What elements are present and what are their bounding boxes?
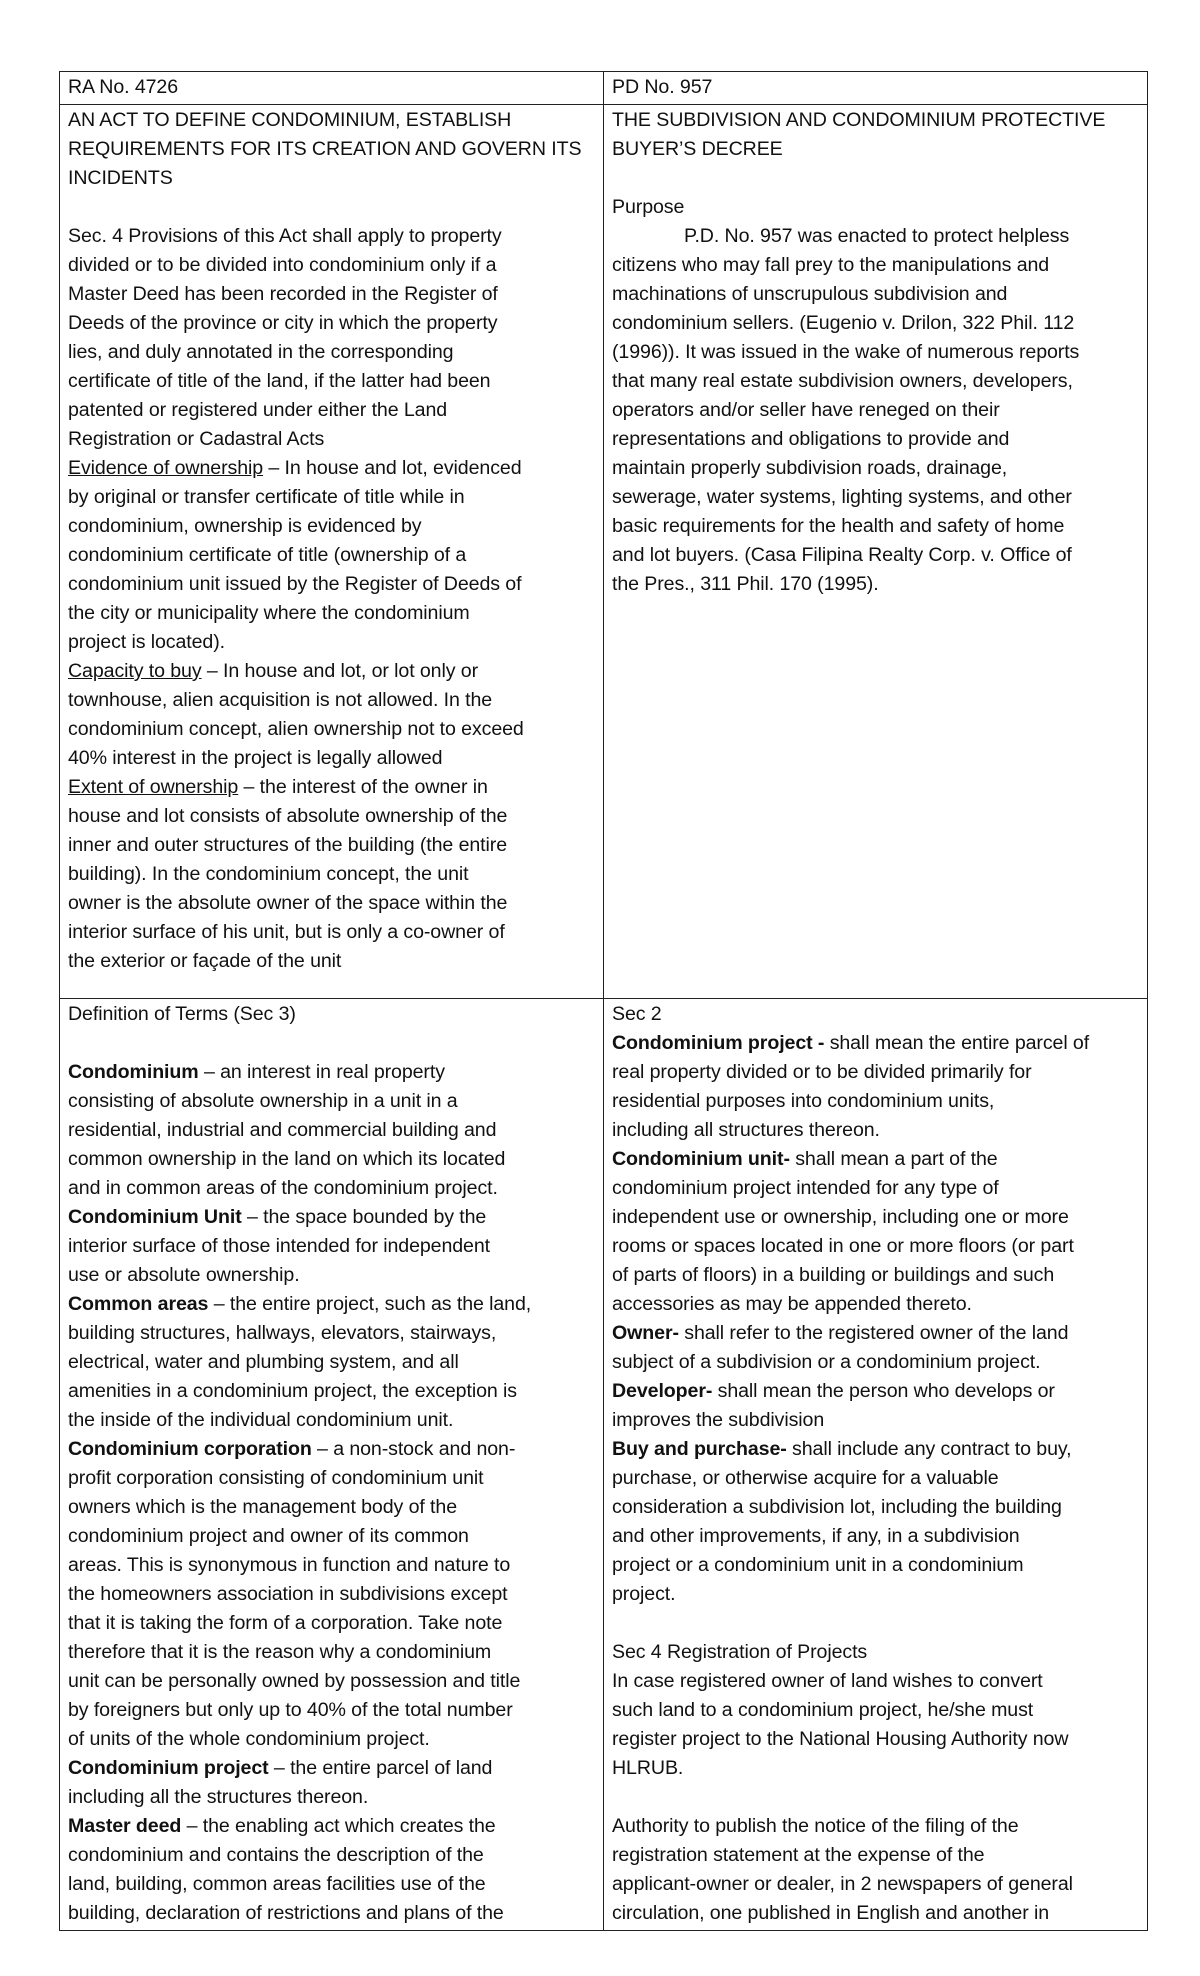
purpose-label: Purpose [612, 196, 685, 218]
definition-line: of parts of floors) in a building or buildings and such [612, 1264, 1055, 1286]
ra-definitions-cell [60, 999, 604, 1931]
purpose-line: condominium sellers. (Eugenio v. Drilon, 322 Phil. 112 [612, 312, 1075, 334]
definition-line [612, 1319, 1139, 1348]
purpose-line: representations and obligations to provide and [612, 428, 1010, 450]
registration-line: HLRUB. [612, 1757, 684, 1779]
definition-line: the homeowners association in subdivisions except [68, 1583, 508, 1605]
definition-text: – an interest in real property [198, 1061, 445, 1083]
evidence-line: the city or municipality where the condominium [68, 602, 470, 624]
definition-line [68, 1435, 595, 1464]
definition-line: unit can be personally owned by possession and title [68, 1670, 521, 1692]
definition-line: owners which is the management body of the [68, 1496, 457, 1518]
sec4-line: certificate of title of the land, if the latter had been [68, 370, 491, 392]
definition-line: building, declaration of restrictions and plans of the [68, 1902, 504, 1924]
definition-text: shall mean the entire parcel of [824, 1032, 1090, 1054]
comparison-table [59, 71, 1148, 1931]
evidence-line: by original or transfer certificate of title while in [68, 486, 465, 508]
evidence-line: condominium certificate of title (ownership of a [68, 544, 467, 566]
definition-line: use or absolute ownership. [68, 1264, 300, 1286]
extent-line: owner is the absolute owner of the space within the [68, 892, 508, 914]
purpose-first-text: P.D. No. 957 was enacted to protect helpless [684, 225, 1070, 247]
purpose-line: and lot buyers. (Casa Filipina Realty Corp. v. Office of [612, 544, 1072, 566]
definition-line: and in common areas of the condominium project. [68, 1177, 498, 1199]
definition-text: – the entire parcel of land [268, 1757, 493, 1779]
capacity-to-buy-term: Capacity to buy [68, 660, 202, 682]
extent-line: inner and outer structures of the building (the entire [68, 834, 507, 856]
purpose-line: (1996)). It was issued in the wake of numerous reports [612, 341, 1080, 363]
extent-line: house and lot consists of absolute ownership of the [68, 805, 508, 827]
term-condominium-project: Condominium project - [612, 1032, 825, 1054]
definition-line [68, 1812, 595, 1841]
definition-line: consideration a subdivision lot, including the building [612, 1496, 1062, 1518]
purpose-line [612, 222, 1139, 251]
extent-line: interior surface of his unit, but is only a co-owner of [68, 921, 505, 943]
authority-line: registration statement at the expense of the [612, 1844, 985, 1866]
sec4-line: Deeds of the province or city in which the property [68, 312, 498, 334]
purpose-line: basic requirements for the health and safety of home [612, 515, 1065, 537]
definition-text: shall include any contract to buy, [786, 1438, 1072, 1460]
spacer [68, 193, 595, 222]
ra-overview-cell [60, 105, 604, 999]
definition-line: land, building, common areas facilities use of the [68, 1873, 486, 1895]
purpose-line: citizens who may fall prey to the manipulations and [612, 254, 1050, 276]
term-buy-and-purchase: Buy and purchase- [612, 1438, 787, 1460]
definition-line: interior surface of those intended for independent [68, 1235, 490, 1257]
row-overview [60, 105, 1148, 999]
definition-line: condominium project and owner of its common [68, 1525, 469, 1547]
ra-title-line: INCIDENTS [68, 167, 173, 189]
definition-line: by foreigners but only up to 40% of the total number [68, 1699, 513, 1721]
registration-line: such land to a condominium project, he/she must [612, 1699, 1034, 1721]
definition-line: amenities in a condominium project, the exception is [68, 1380, 517, 1402]
definition-text: shall mean a part of the [789, 1148, 998, 1170]
term-condominium-corporation: Condominium corporation [68, 1438, 312, 1460]
definition-text: – the entire project, such as the land, [208, 1293, 532, 1315]
evidence-text: – In house and lot, evidenced [263, 457, 522, 479]
definition-line: improves the subdivision [612, 1409, 825, 1431]
definition-line: consisting of absolute ownership in a unit in a [68, 1090, 458, 1112]
extent-text: – the interest of the owner in [238, 776, 488, 798]
sec4-line: lies, and duly annotated in the corresponding [68, 341, 454, 363]
definition-line: including all structures thereon. [612, 1119, 880, 1141]
definition-line: residential, industrial and commercial building and [68, 1119, 497, 1141]
purpose-line: machinations of unscrupulous subdivision and [612, 283, 1008, 305]
capacity-text: – In house and lot, or lot only or [201, 660, 478, 682]
authority-line: Authority to publish the notice of the filing of the [612, 1815, 1019, 1837]
definition-line [612, 1435, 1139, 1464]
definition-line: residential purposes into condominium units, [612, 1090, 995, 1112]
sec4-line: patented or registered under either the Land [68, 399, 448, 421]
header-row [60, 72, 1148, 105]
extent-line: building). In the condominium concept, the unit [68, 863, 469, 885]
purpose-line: sewerage, water systems, lighting systems, and other [612, 486, 1072, 508]
registration-line: In case registered owner of land wishes to convert [612, 1670, 1043, 1692]
definition-line: of units of the whole condominium project. [68, 1728, 430, 1750]
capacity-line: townhouse, alien acquisition is not allowed. In the [68, 689, 493, 711]
sec4-line: Sec. 4 Provisions of this Act shall apply to property [68, 225, 502, 247]
definition-line: therefore that it is the reason why a condominium [68, 1641, 492, 1663]
sec4-line: Master Deed has been recorded in the Register of [68, 283, 498, 305]
purpose-line: the Pres., 311 Phil. 170 (1995). [612, 573, 879, 595]
definition-line: independent use or ownership, including one or more [612, 1206, 1069, 1228]
definition-text: shall refer to the registered owner of the land [678, 1322, 1069, 1344]
term-owner: Owner- [612, 1322, 679, 1344]
definition-line: subject of a subdivision or a condominium project. [612, 1351, 1041, 1373]
spacer [612, 1783, 1139, 1812]
registration-line: register project to the National Housing Authority now [612, 1728, 1069, 1750]
definition-line: profit corporation consisting of condominium unit [68, 1467, 484, 1489]
definition-line: and other improvements, if any, in a subdivision [612, 1525, 1020, 1547]
definition-line: electrical, water and plumbing system, and all [68, 1351, 459, 1373]
ra-title-line: REQUIREMENTS FOR ITS CREATION AND GOVERN ITS [68, 138, 582, 160]
spacer [612, 164, 1139, 193]
definition-line: rooms or spaces located in one or more floors (or part [612, 1235, 1074, 1257]
extent-line: the exterior or façade of the unit [68, 950, 342, 972]
sec4-line: divided or to be divided into condominium only if a [68, 254, 497, 276]
document-page [59, 71, 1147, 1931]
definition-line: building structures, hallways, elevators, stairways, [68, 1322, 497, 1344]
definition-line [68, 1203, 595, 1232]
authority-line: circulation, one published in English and another in [612, 1902, 1050, 1924]
definition-line [612, 1377, 1139, 1406]
header-ra-4726: RA No. 4726 [60, 72, 604, 105]
definition-line [612, 1145, 1139, 1174]
definition-line: including all the structures thereon. [68, 1786, 369, 1808]
definition-line: condominium project intended for any type of [612, 1177, 999, 1199]
definition-line [68, 1058, 595, 1087]
definition-line [68, 1754, 595, 1783]
definition-line: project. [612, 1583, 676, 1605]
row-definitions [60, 999, 1148, 1931]
definition-line [68, 1290, 595, 1319]
purpose-line: that many real estate subdivision owners, developers, [612, 370, 1073, 392]
sec2-heading: Sec 2 [612, 1003, 662, 1025]
pd-title-line: BUYER’S DECREE [612, 138, 783, 160]
spacer [68, 1029, 595, 1058]
header-pd-957: PD No. 957 [604, 72, 1148, 105]
definition-text: – the space bounded by the [241, 1206, 487, 1228]
definition-line: real property divided or to be divided primarily for [612, 1061, 1032, 1083]
authority-line: applicant-owner or dealer, in 2 newspapers of general [612, 1873, 1073, 1895]
extent-of-ownership-term: Extent of ownership [68, 776, 239, 798]
definition-line: condominium and contains the description of the [68, 1844, 484, 1866]
definition-line: areas. This is synonymous in function and nature to [68, 1554, 511, 1576]
capacity-line [68, 657, 595, 686]
definition-line: common ownership in the land on which its located [68, 1148, 506, 1170]
term-condominium-unit: Condominium unit- [612, 1148, 790, 1170]
evidence-line: condominium, ownership is evidenced by [68, 515, 422, 537]
term-condominium: Condominium [68, 1061, 199, 1083]
definition-line: project or a condominium unit in a condominium [612, 1554, 1024, 1576]
term-condominium-unit: Condominium Unit [68, 1206, 242, 1228]
term-condominium-project: Condominium project [68, 1757, 269, 1779]
evidence-line: condominium unit issued by the Register of Deeds of [68, 573, 522, 595]
definitions-heading: Definition of Terms (Sec 3) [68, 1003, 296, 1025]
ra-title-line: AN ACT TO DEFINE CONDOMINIUM, ESTABLISH [68, 109, 512, 131]
term-developer: Developer- [612, 1380, 713, 1402]
extent-line [68, 773, 595, 802]
evidence-line: project is located). [68, 631, 225, 653]
pd-title-line: THE SUBDIVISION AND CONDOMINIUM PROTECTIVE [612, 109, 1106, 131]
definition-text: shall mean the person who develops or [712, 1380, 1055, 1402]
definition-line: purchase, or otherwise acquire for a valuable [612, 1467, 999, 1489]
definition-text: – a non-stock and non- [311, 1438, 516, 1460]
sec4-registration-heading: Sec 4 Registration of Projects [612, 1641, 868, 1663]
capacity-line: condominium concept, alien ownership not to exceed [68, 718, 524, 740]
evidence-of-ownership-term: Evidence of ownership [68, 457, 264, 479]
definition-line: the inside of the individual condominium unit. [68, 1409, 454, 1431]
term-common-areas: Common areas [68, 1293, 209, 1315]
sec4-line: Registration or Cadastral Acts [68, 428, 325, 450]
capacity-line: 40% interest in the project is legally allowed [68, 747, 443, 769]
definition-text: – the enabling act which creates the [181, 1815, 496, 1837]
purpose-line: maintain properly subdivision roads, drainage, [612, 457, 1008, 479]
definition-line: that it is taking the form of a corporation. Take note [68, 1612, 503, 1634]
term-master-deed: Master deed [68, 1815, 182, 1837]
definition-line [612, 1029, 1139, 1058]
spacer [612, 1609, 1139, 1638]
purpose-line: operators and/or seller have reneged on their [612, 399, 1000, 421]
evidence-line [68, 454, 595, 483]
pd-definitions-cell [604, 999, 1148, 1931]
definition-line: accessories as may be appended thereto. [612, 1293, 972, 1315]
pd-overview-cell [604, 105, 1148, 999]
